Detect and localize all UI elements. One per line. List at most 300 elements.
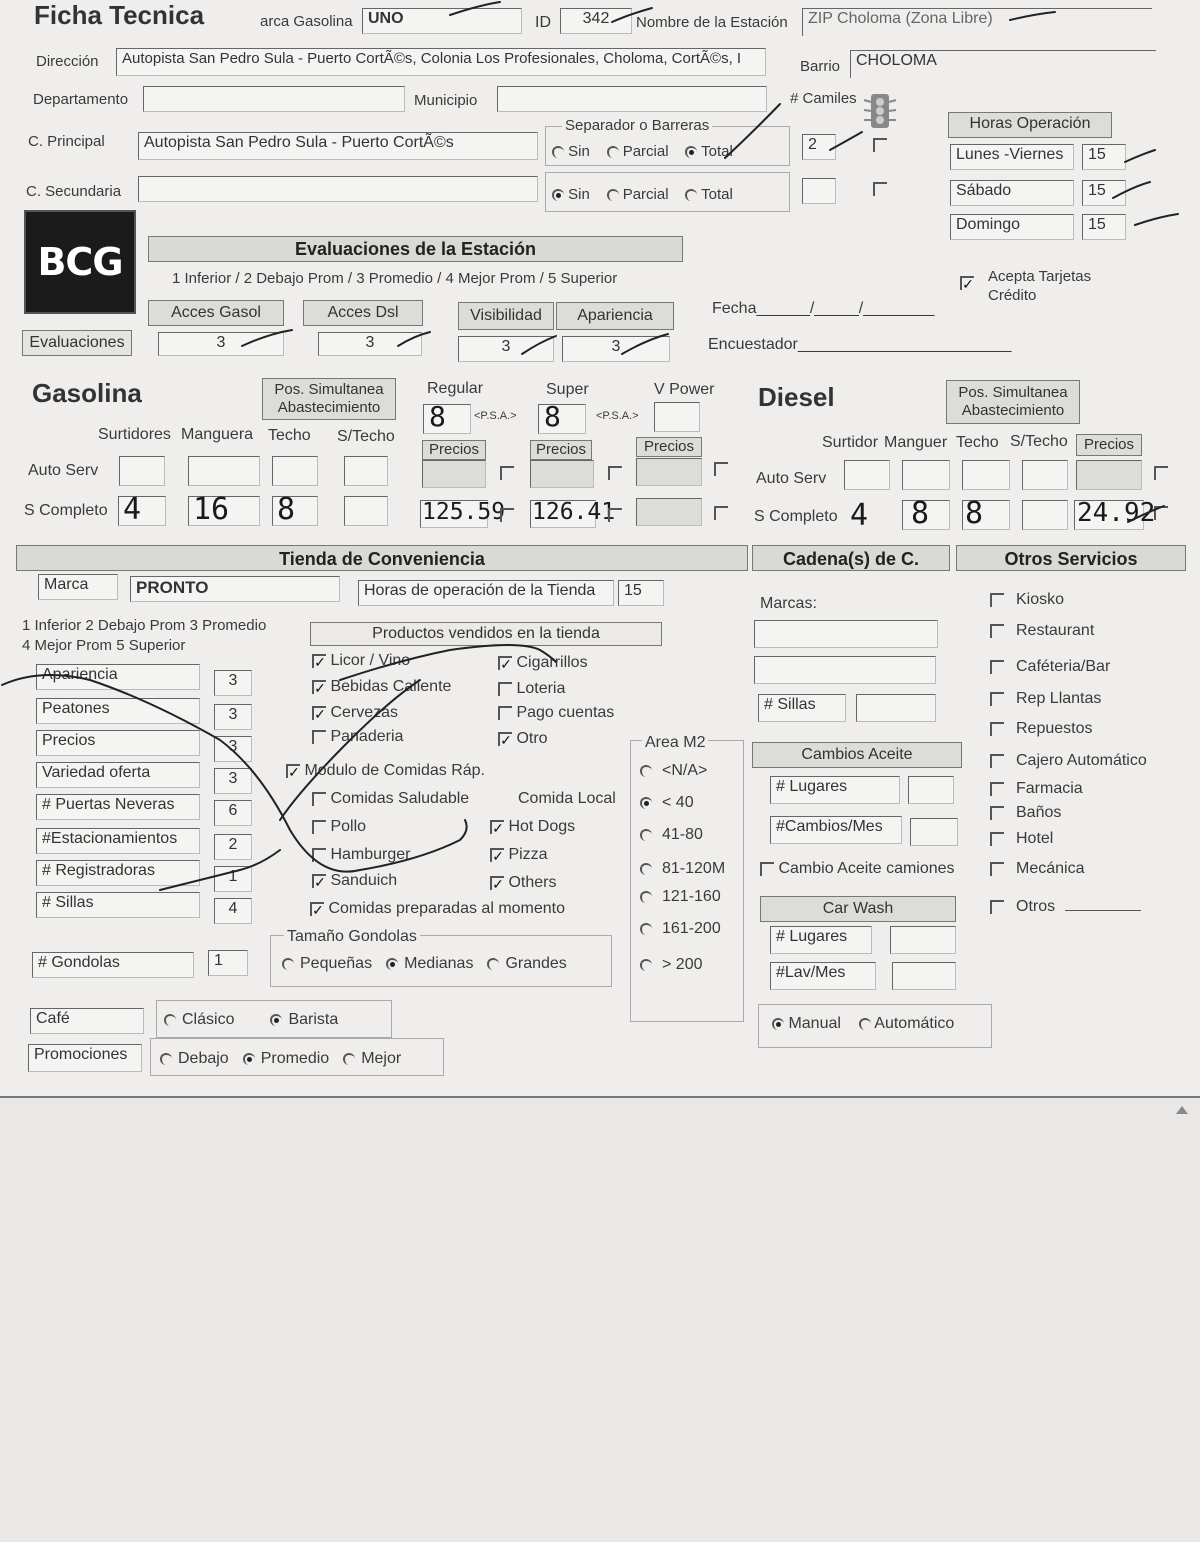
promo-option-label: Promedio — [260, 1050, 330, 1067]
sep1-sin-radio[interactable] — [552, 146, 564, 158]
area-option[interactable] — [640, 888, 721, 906]
gas-s-completo-precio-regular[interactable] — [420, 499, 506, 528]
gas-s-completo-vpower-check[interactable] — [714, 506, 728, 520]
diesel-surtidor-header: Surtidor — [822, 434, 879, 451]
otro-servicio-label: Farmacia — [1016, 780, 1083, 797]
direccion-field[interactable]: Autopista San Pedro Sula - Puerto CortÃ©s, Colonia Los Profesionales, Choloma, CortÃ©s, I — [116, 48, 766, 76]
otro-servicio-checkbox[interactable] — [990, 593, 1004, 607]
producto-item[interactable] — [498, 704, 614, 722]
area-option-label: < 40 — [662, 794, 694, 811]
producto-label: Pago cuentas — [516, 704, 615, 721]
departamento-label: Departamento — [33, 91, 129, 108]
diesel-auto-serv-manguer[interactable] — [902, 460, 950, 490]
camiones-field-2[interactable] — [802, 178, 836, 204]
diesel-title: Diesel — [758, 382, 835, 412]
horas-operacion-header: Horas Operación — [948, 112, 1112, 138]
automatico-label: Automático — [874, 1015, 955, 1032]
promo-option-label: Mejor — [361, 1050, 402, 1067]
otro-servicio-item[interactable] — [990, 622, 1094, 640]
sep2-total-label: Total — [701, 186, 733, 203]
area-option-label: > 200 — [662, 956, 703, 973]
area-radio[interactable] — [640, 891, 652, 903]
producto-checkbox[interactable]: ✓ — [312, 706, 326, 720]
tienda-rating-field[interactable]: 3 — [214, 768, 252, 794]
barrio-label: Barrio — [800, 58, 841, 75]
diesel-precio-header: Precios — [1076, 434, 1142, 456]
cambio-aceite-camiones[interactable] — [760, 860, 955, 878]
comida-checkbox[interactable] — [312, 792, 326, 806]
otro-servicio-label: Repuestos — [1016, 720, 1093, 737]
cw-lugares-field[interactable] — [890, 926, 956, 954]
area-radio[interactable] — [640, 765, 652, 777]
producto-label: Licor / Vino — [330, 652, 411, 669]
notes-area[interactable] — [0, 1096, 1200, 1542]
regular-label: Regular — [427, 380, 484, 397]
tienda-rating-field[interactable]: 1 — [214, 866, 252, 892]
automatico-radio[interactable] — [859, 1018, 871, 1030]
producto-checkbox[interactable] — [498, 682, 512, 696]
gas-auto-serv-regular-check[interactable] — [500, 466, 514, 480]
stecho-header: S/Techo — [337, 428, 395, 445]
separador-label: Separador o Barreras — [562, 117, 712, 134]
tamano-option-radio[interactable] — [487, 958, 499, 970]
area-option-label: 81-120M — [662, 860, 726, 877]
producto-item[interactable] — [312, 652, 410, 670]
otro-servicio-label: Rep Llantas — [1016, 690, 1102, 707]
diesel-s-completo-techo[interactable] — [962, 496, 1010, 531]
otro-servicio-item[interactable] — [990, 780, 1083, 798]
fecha-label: Fecha______/_____/________ — [712, 300, 935, 317]
evaluaciones-button[interactable]: Evaluaciones — [22, 330, 132, 356]
gas-auto-serv-vpower-check[interactable] — [714, 462, 728, 476]
c-secundaria-field[interactable] — [138, 176, 538, 202]
producto-item[interactable] — [312, 728, 403, 746]
tienda-scale-line1: 1 Inferior 2 Debajo Prom 3 Promedio — [22, 617, 267, 634]
gas-pos-line1: Pos. Simultanea — [274, 381, 384, 398]
area-option[interactable] — [640, 920, 721, 938]
area-radio[interactable] — [640, 829, 652, 841]
diesel-precio-value: 24.92 — [1077, 498, 1156, 528]
otro-servicio-checkbox[interactable] — [990, 900, 1004, 914]
modulo-comidas[interactable] — [286, 762, 485, 780]
tienda-rating-label: # Sillas — [36, 892, 200, 918]
comida-item[interactable] — [490, 846, 548, 864]
promo-option-label: Debajo — [178, 1050, 229, 1067]
cw-lugares-label: # Lugares — [770, 926, 872, 954]
precio-super-value: 126.41 — [532, 499, 616, 525]
cambios-mes-field[interactable] — [910, 818, 958, 846]
otro-servicio-checkbox[interactable] — [990, 660, 1004, 674]
municipio-label: Municipio — [414, 92, 478, 109]
comida-item[interactable] — [310, 900, 565, 918]
diesel-s-completo-manguer-value: 8 — [911, 496, 930, 531]
gas-auto-serv-precio-vpower[interactable] — [636, 458, 702, 486]
barrio-field[interactable]: CHOLOMA — [850, 50, 1156, 78]
cadena-sillas-label: # Sillas — [758, 694, 846, 722]
tamano-option-label: Pequeñas — [300, 955, 373, 972]
sep2-total-radio[interactable] — [685, 189, 697, 201]
promo-option-radio[interactable] — [343, 1053, 355, 1065]
area-radio[interactable] — [640, 923, 652, 935]
ca-lugares-label: # Lugares — [770, 776, 900, 804]
diesel-auto-serv-stecho[interactable] — [1022, 460, 1068, 490]
nombre-estacion-label: Nombre de la Estación — [636, 14, 788, 31]
comida-item[interactable] — [312, 872, 397, 890]
municipio-field[interactable] — [497, 86, 767, 112]
encuestador-text: Encuestador — [708, 336, 798, 353]
producto-item[interactable] — [498, 654, 588, 672]
lunes-viernes-field[interactable]: 15 — [1082, 144, 1126, 170]
producto-item[interactable] — [312, 678, 451, 696]
comida-item[interactable] — [312, 846, 410, 864]
tienda-rating-field[interactable]: 3 — [214, 704, 252, 730]
gas-s-completo-mangueras[interactable] — [188, 492, 260, 527]
producto-item[interactable] — [498, 680, 565, 698]
tienda-rating-field[interactable]: 2 — [214, 834, 252, 860]
comida-item[interactable] — [312, 818, 366, 836]
diesel-s-completo-techo-value: 8 — [965, 496, 984, 531]
sep1-sin-label: Sin — [568, 143, 590, 160]
comida-label: Comidas preparadas al momento — [328, 900, 566, 917]
promo-option-radio[interactable] — [243, 1053, 255, 1065]
tienda-rating-field[interactable]: 6 — [214, 800, 252, 826]
gas-auto-serv-surtidores[interactable] — [119, 456, 165, 486]
cambios-aceite-header: Cambios Aceite — [752, 742, 962, 768]
gas-auto-serv-precio-regular[interactable] — [422, 460, 486, 488]
producto-item[interactable] — [312, 704, 398, 722]
marcas-field-2[interactable] — [754, 656, 936, 684]
lav-mes-label: #Lav/Mes — [770, 962, 876, 990]
comida-item[interactable] — [490, 818, 575, 836]
gas-s-completo-super-check[interactable] — [608, 508, 622, 522]
sep2-parcial-radio[interactable] — [607, 189, 619, 201]
nombre-estacion-field[interactable]: ZIP Choloma (Zona Libre) — [802, 8, 1152, 36]
producto-label: Loteria — [516, 680, 566, 697]
cafe-option-radio[interactable] — [164, 1014, 176, 1026]
comida-checkbox[interactable]: ✓ — [310, 902, 324, 916]
otro-servicio-checkbox[interactable] — [990, 806, 1004, 820]
marca-gasolina-field[interactable]: UNO — [362, 8, 522, 34]
vpower-pos-field[interactable] — [654, 402, 700, 432]
departamento-field[interactable] — [143, 86, 405, 112]
tienda-horas-field[interactable]: 15 — [618, 580, 664, 606]
diesel-pos-line1: Pos. Simultanea — [958, 384, 1068, 401]
acces-gasol-field[interactable]: 3 — [158, 332, 284, 356]
bcg-logo — [24, 210, 136, 314]
comida-checkbox[interactable]: ✓ — [490, 848, 504, 862]
diesel-s-completo-precio[interactable] — [1074, 498, 1156, 530]
otro-servicio-label: Hotel — [1016, 830, 1054, 847]
otro-servicio-item[interactable] — [990, 658, 1110, 676]
cambio-aceite-camiones-checkbox[interactable] — [760, 862, 774, 876]
promo-option-radio[interactable] — [160, 1053, 172, 1065]
otros-servicios-header: Otros Servicios — [956, 545, 1186, 571]
sep1-total-radio[interactable] — [685, 146, 697, 158]
producto-checkbox[interactable]: ✓ — [312, 680, 326, 694]
modulo-comidas-label: Modulo de Comidas Ráp. — [304, 762, 485, 779]
otro-servicio-item[interactable] — [990, 898, 1141, 916]
sep2-sin-label: Sin — [568, 186, 590, 203]
producto-item[interactable] — [498, 730, 548, 748]
apariencia-field[interactable]: 3 — [562, 336, 670, 362]
acces-dsl-label: Acces Dsl — [303, 300, 423, 326]
diesel-s-completo-surtidor-value: 4 — [850, 498, 869, 533]
gas-pos-simultanea-header — [262, 378, 396, 420]
lav-mes-field[interactable] — [892, 962, 956, 990]
evaluaciones-header: Evaluaciones de la Estación — [148, 236, 683, 262]
tamano-option-radio[interactable] — [386, 958, 398, 970]
regular-pos-field[interactable] — [423, 400, 471, 434]
direccion-label: Dirección — [36, 53, 99, 70]
wash-type-options — [772, 1015, 954, 1033]
diesel-pos-simultanea-header — [946, 380, 1080, 424]
producto-label: Bebidas Caliente — [330, 678, 452, 695]
area-option-label: <N/A> — [662, 762, 708, 779]
gas-auto-serv-stecho[interactable] — [344, 456, 388, 486]
tienda-rating-label: # Puertas Neveras — [36, 794, 200, 820]
id-field[interactable]: 342 — [560, 8, 632, 34]
diesel-s-completo-label: S Completo — [754, 508, 838, 525]
gas-auto-serv-precio-super[interactable] — [530, 460, 594, 488]
diesel-manguer-header: Manguer — [884, 434, 948, 451]
tienda-scale-line2: 4 Mejor Prom 5 Superior — [22, 637, 186, 654]
apariencia-label: Apariencia — [556, 302, 674, 330]
producto-label: Panaderia — [330, 728, 404, 745]
otro-servicio-checkbox[interactable] — [990, 722, 1004, 736]
diesel-stecho-header: S/Techo — [1010, 433, 1068, 450]
comida-checkbox[interactable] — [312, 848, 326, 862]
sep1-parcial-radio[interactable] — [607, 146, 619, 158]
gas-auto-serv-techo[interactable] — [272, 456, 318, 486]
precio-regular-header: Precios — [422, 440, 486, 460]
diesel-s-completo-surtidor[interactable] — [850, 498, 868, 533]
gas-auto-serv-label: Auto Serv — [28, 462, 99, 479]
otro-servicio-item[interactable] — [990, 804, 1061, 822]
area-radio[interactable] — [640, 797, 652, 809]
cafe-option-label: Barista — [288, 1011, 339, 1028]
tienda-header: Tienda de Conveniencia — [16, 545, 748, 571]
car-wash-header: Car Wash — [760, 896, 956, 922]
otro-servicio-label: Mecánica — [1016, 860, 1085, 877]
cafe-options — [164, 1011, 374, 1029]
cafe-option-radio[interactable] — [270, 1014, 282, 1026]
super-pos-value: 8 — [544, 400, 561, 433]
tienda-marca-field[interactable]: PRONTO — [130, 576, 340, 602]
domingo-field[interactable]: 15 — [1082, 214, 1126, 240]
tienda-rating-field[interactable]: 3 — [214, 670, 252, 696]
otro-servicio-checkbox[interactable] — [990, 624, 1004, 638]
tienda-rating-label: # Registradoras — [36, 860, 200, 886]
otro-servicio-checkbox[interactable] — [990, 862, 1004, 876]
producto-label: Otro — [516, 730, 548, 747]
tienda-rating-label: Precios — [36, 730, 200, 756]
sep1-parcial-label: Parcial — [622, 143, 669, 160]
producto-checkbox[interactable]: ✓ — [498, 732, 512, 746]
surtidores-header: Surtidores — [98, 426, 171, 443]
tienda-rating-field[interactable]: 3 — [214, 736, 252, 762]
producto-checkbox[interactable]: ✓ — [312, 654, 326, 668]
gas-s-completo-stecho[interactable] — [344, 496, 388, 526]
tamano-options — [282, 955, 581, 973]
otro-servicio-checkbox[interactable] — [990, 692, 1004, 706]
comida-label: Comidas Saludable — [330, 790, 470, 807]
tienda-rating-label: Peatones — [36, 698, 200, 724]
otro-servicio-item[interactable] — [990, 830, 1053, 848]
diesel-techo-header: Techo — [956, 434, 999, 451]
producto-label: Cigarrillos — [516, 654, 588, 671]
tienda-rating-field[interactable]: 4 — [214, 898, 252, 924]
manual-label: Manual — [788, 1015, 841, 1032]
promociones-options — [160, 1050, 415, 1068]
camiones-check-2[interactable] — [873, 182, 887, 196]
regular-pos-value: 8 — [429, 400, 446, 433]
diesel-auto-serv-surtidor[interactable] — [844, 460, 890, 490]
comida-checkbox[interactable]: ✓ — [490, 820, 504, 834]
id-label: ID — [535, 14, 551, 31]
ca-lugares-field[interactable] — [908, 776, 954, 804]
otro-servicio-label: Caféteria/Bar — [1016, 658, 1111, 675]
gondolas-field[interactable]: 1 — [208, 950, 248, 976]
area-option[interactable] — [640, 794, 694, 812]
c-principal-label: C. Principal — [28, 133, 105, 150]
psa-label-2: <P.S.A.> — [596, 410, 639, 422]
gondolas-label: # Gondolas — [32, 952, 194, 978]
super-pos-field[interactable] — [538, 400, 586, 434]
otro-servicio-item[interactable] — [990, 752, 1147, 770]
tamano-option-label: Grandes — [505, 955, 567, 972]
techo-header: Techo — [268, 427, 311, 444]
marca-gasolina-label: arca Gasolina — [260, 13, 353, 30]
productos-header: Productos vendidos en la tienda — [310, 622, 662, 646]
tamano-option-label: Medianas — [404, 955, 474, 972]
area-radio[interactable] — [640, 863, 652, 875]
gas-auto-serv-mangueras[interactable] — [188, 456, 260, 486]
gas-auto-serv-super-check[interactable] — [608, 466, 622, 480]
gas-s-completo-precio-vpower[interactable] — [636, 498, 702, 526]
diesel-s-completo-check[interactable] — [1154, 506, 1168, 520]
manual-radio[interactable] — [772, 1018, 784, 1030]
camiones-label: # Camiles — [790, 90, 857, 107]
sabado-field[interactable]: 15 — [1082, 180, 1126, 206]
area-group — [630, 740, 744, 1022]
sep2-parcial-label: Parcial — [622, 186, 669, 203]
promociones-label: Promociones — [28, 1044, 142, 1072]
otros-blank-line — [1065, 910, 1141, 911]
diesel-auto-serv-check[interactable] — [1154, 466, 1168, 480]
c-secundaria-label: C. Secundaria — [26, 183, 122, 200]
comida-checkbox[interactable]: ✓ — [312, 874, 326, 888]
diesel-auto-serv-techo[interactable] — [962, 460, 1010, 490]
tamano-option-radio[interactable] — [282, 958, 294, 970]
comida-label: Sanduich — [330, 872, 398, 889]
acepta-tarjetas-checkbox[interactable]: ✓ — [960, 276, 974, 290]
comida-item[interactable] — [490, 874, 556, 892]
diesel-s-completo-stecho[interactable] — [1022, 500, 1068, 530]
c-principal-field[interactable]: Autopista San Pedro Sula - Puerto CortÃ©s — [138, 132, 538, 160]
producto-checkbox[interactable]: ✓ — [498, 656, 512, 670]
tienda-horas-label: Horas de operación de la Tienda — [358, 580, 614, 606]
otro-servicio-checkbox[interactable] — [990, 782, 1004, 796]
visibilidad-label: Visibilidad — [458, 302, 554, 330]
otro-servicio-label: Restaurant — [1016, 622, 1095, 639]
area-option[interactable] — [640, 762, 707, 780]
separador-row2 — [552, 186, 733, 203]
marcas-field-1[interactable] — [754, 620, 938, 648]
domingo-label: Domingo — [950, 214, 1074, 240]
otro-servicio-item[interactable] — [990, 720, 1093, 738]
logo-text: BCG — [37, 240, 123, 284]
cambios-mes-label: #Cambios/Mes — [770, 816, 902, 844]
super-label: Super — [546, 381, 589, 398]
cafe-option-label: Clásico — [182, 1011, 235, 1028]
camiones-check-1[interactable] — [873, 138, 887, 152]
diesel-auto-serv-precio[interactable] — [1076, 460, 1142, 490]
tienda-marca-label: Marca — [38, 574, 118, 600]
otro-servicio-item[interactable] — [990, 690, 1101, 708]
comida-local-label: Comida Local — [518, 790, 616, 807]
otro-servicio-label: Baños — [1016, 804, 1062, 821]
gas-s-completo-regular-check[interactable] — [500, 508, 514, 522]
cambio-aceite-camiones-label: Cambio Aceite camiones — [778, 860, 955, 877]
otro-servicio-label: Cajero Automático — [1016, 752, 1147, 769]
otro-servicio-checkbox[interactable] — [990, 832, 1004, 846]
cadena-sillas-field[interactable] — [856, 694, 936, 722]
area-option[interactable] — [640, 826, 703, 844]
encuestador-label: Encuestador________________________ — [708, 336, 1012, 353]
comida-checkbox[interactable]: ✓ — [490, 876, 504, 890]
area-option-label: 41-80 — [662, 826, 703, 843]
sep2-sin-radio[interactable] — [552, 189, 564, 201]
evaluaciones-scale: 1 Inferior / 2 Debajo Prom / 3 Promedio / 4 Mejor Prom / 5 Superior — [172, 270, 618, 287]
gas-s-completo-precio-super[interactable] — [530, 499, 616, 528]
gasolina-title: Gasolina — [32, 378, 142, 408]
otro-servicio-item[interactable] — [990, 591, 1064, 609]
otro-servicio-checkbox[interactable] — [990, 754, 1004, 768]
separador-row1 — [552, 143, 733, 160]
comida-checkbox[interactable] — [312, 820, 326, 834]
comida-label: Others — [508, 874, 557, 891]
acces-dsl-field[interactable]: 3 — [318, 332, 422, 356]
tienda-rating-label: Apariencia — [36, 664, 200, 690]
comida-item[interactable] — [312, 790, 469, 808]
gas-s-completo-techo-value: 8 — [277, 492, 296, 527]
otro-servicio-item[interactable] — [990, 860, 1084, 878]
gas-s-completo-techo[interactable] — [272, 492, 318, 527]
traffic-light-icon — [862, 92, 898, 132]
tamano-gondolas-label: Tamaño Gondolas — [284, 928, 420, 946]
precio-super-header: Precios — [530, 440, 592, 460]
producto-checkbox[interactable] — [498, 706, 512, 720]
area-option[interactable] — [640, 860, 725, 878]
producto-checkbox[interactable] — [312, 730, 326, 744]
gas-s-completo-surtidores[interactable] — [118, 492, 166, 527]
precio-regular-value: 125.59 — [422, 499, 506, 525]
sep1-total-label: Total — [701, 143, 733, 160]
gas-s-completo-mangueras-value: 16 — [193, 492, 230, 527]
visibilidad-field[interactable]: 3 — [458, 336, 554, 362]
sabado-label: Sábado — [950, 180, 1074, 206]
marcas-label: Marcas: — [760, 595, 817, 612]
scroll-up-icon[interactable] — [1176, 1106, 1188, 1114]
modulo-comidas-checkbox[interactable]: ✓ — [286, 764, 300, 778]
area-option[interactable] — [640, 956, 702, 974]
diesel-s-completo-manguer[interactable] — [902, 496, 950, 531]
area-radio[interactable] — [640, 959, 652, 971]
diesel-auto-serv-label: Auto Serv — [756, 470, 827, 487]
camiones-field[interactable]: 2 — [802, 134, 836, 160]
otro-servicio-label: Kiosko — [1016, 591, 1065, 608]
comida-label: Pollo — [330, 818, 367, 835]
